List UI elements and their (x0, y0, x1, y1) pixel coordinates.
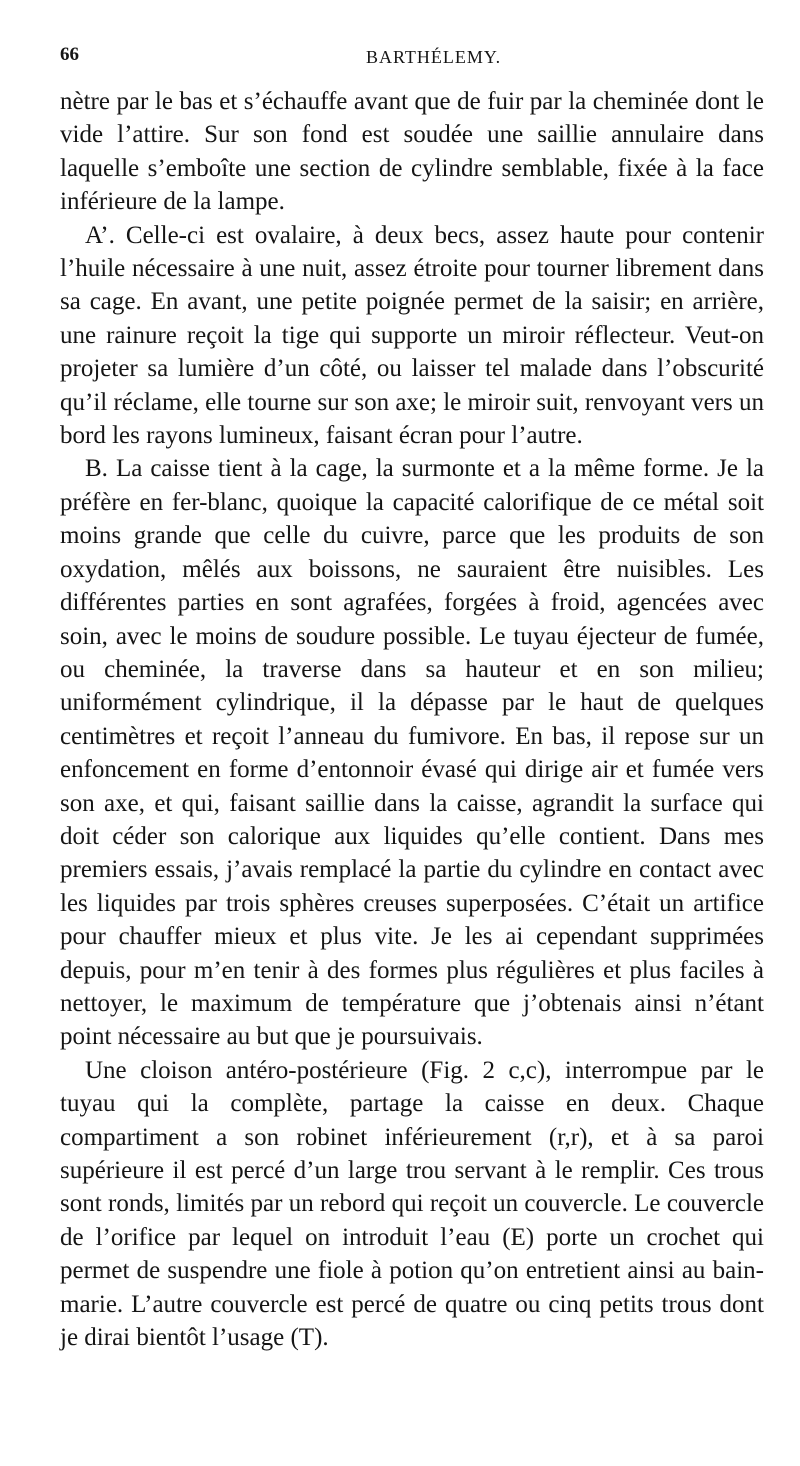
paragraph-continuation: nètre par le bas et s’échauffe avant que de fuir par la cheminée dont le vide l’attire. Sur son fond est soudée une saillie annulaire dans laquelle s’emboîte une section de cylindre semblable, fixée à la face inférieure de la lampe. (60, 88, 764, 216)
running-head: BARTHÉLEMY. (366, 47, 502, 67)
paragraph-cloison: Une cloison antéro-postérieure (Fig. 2 c,c), interrompue par le tuyau qui la complète, partage la caisse en deux. Chaque compartiment a son robinet inférieurement (r,r), et à sa paroi supérieure il est percé d’un large trou servant à le remplir. Ces trous sont ronds, limités par un rebord qui reçoit un couvercle. Le couvercle de l’orifice par lequel on introduit l’eau (E) porte un crochet qui permet de suspendre une fiole à potion qu’on entretient ainsi au bain-marie. L’autre couvercle est percé de quatre ou cinq petits trous dont je dirai bientôt l’usage (T). (60, 1056, 764, 1352)
page-number: 66 (60, 44, 79, 65)
page-header (60, 41, 760, 75)
paragraph-lamp: A’. Celle-ci est ovalaire, à deux becs, assez haute pour contenir l’huile nécessaire à une nuit, assez étroite pour tourner librement dans sa cage. En avant, une petite poignée permet de la saisir; en arrière, une rainure reçoit la tige qui supporte un miroir réflecteur. Veut-on projeter sa lumière d’un côté, ou laisser tel malade dans l’obscurité qu’il réclame, elle tourne sur son axe; le miroir suit, renvoyant vers un bord les rayons lumineux, faisant écran pour l’autre. (60, 221, 764, 450)
paragraph-caisse: B. La caisse tient à la cage, la surmonte et a la même forme. Je la préfère en fer-blanc, quoique la capacité calorifique de ce métal soit moins grande que celle du cuivre, parce que les produits de son oxydation, mêlés aux boissons, ne sauraient être nuisibles. Les différentes parties en sont agrafées, forgées à froid, agencées avec soin, avec le moins de soudure possible. Le tuyau éjecteur de fumée, ou cheminée, la traverse dans sa hauteur et en son milieu; uniformément cylindrique, il la dépasse par le haut de quelques centimètres et reçoit l’anneau du fumivore. En bas, il repose sur un enfoncement en forme d’entonnoir évasé qui dirige air et fumée vers son axe, et qui, faisant saillie dans la caisse, agrandit la surface qui doit céder son calorique aux liquides qu’elle contient. Dans mes premiers essais, j’avais remplacé la partie du cylindre en contact avec les liquides par trois sphères creuses superposées. C’était un artifice pour chauffer mieux et plus vite. Je les ai cependant supprimées depuis, pour m’en tenir à des formes plus régulières et plus faciles à nettoyer, le maximum de température que j’obtenais ainsi n’étant point nécessaire au but que je poursuivais. (60, 455, 764, 1051)
page-body (60, 85, 764, 1354)
